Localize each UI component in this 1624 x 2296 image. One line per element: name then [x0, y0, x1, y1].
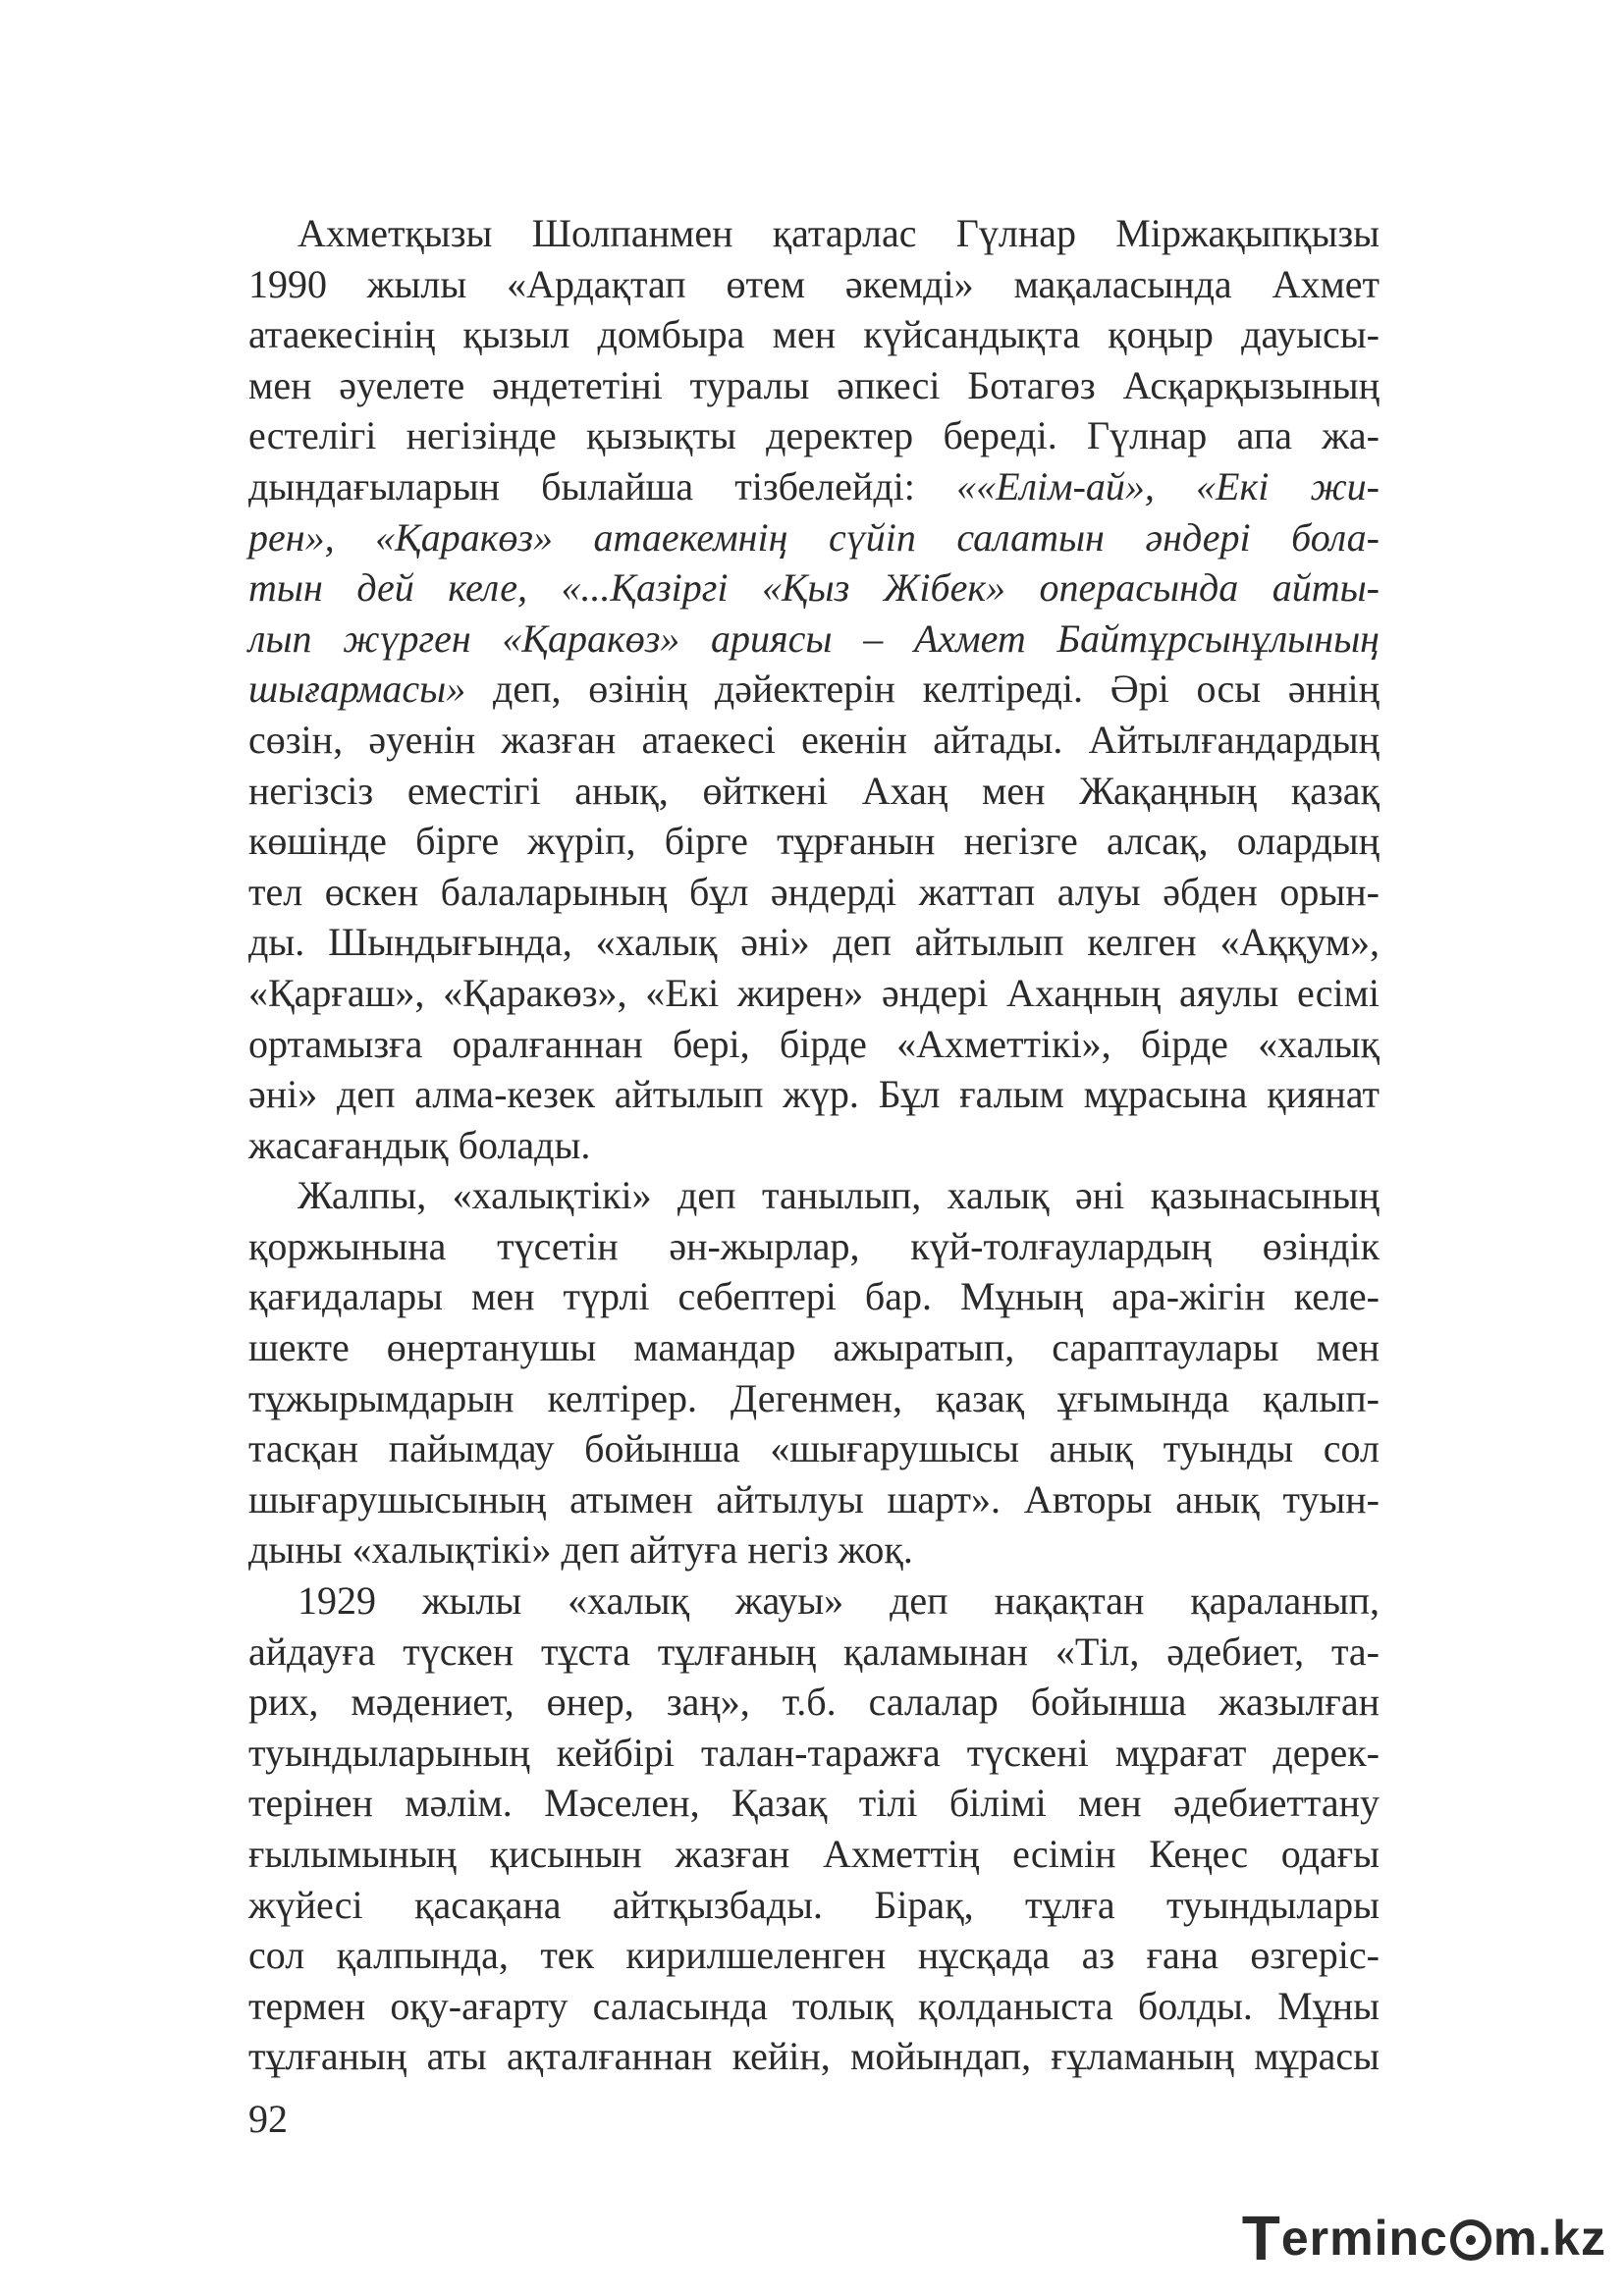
watermark-suffix: m.kz [1492, 2211, 1606, 2266]
italic-quote-text: тын дей келе, «...Қазіргі «Қыз Жібек» операсында айты- [248, 565, 1380, 611]
italic-quote-text: лып жүрген «Қаракөз» ариясы – Ахмет Байтұрсынұлының [248, 615, 1380, 661]
text-line [248, 1829, 1380, 1880]
text-run: 1990 жылы «Ардақтап өтем әкемді» мақаласында Ахмет [248, 261, 1380, 306]
text-run: шығарушысының атымен айтылуы шарт». Авторы анық туын- [248, 1476, 1380, 1522]
text-line [248, 614, 1380, 665]
text-line [248, 968, 1380, 1019]
text-run: 1929 жылы «халық жауы» деп нақақтан қараланып, [298, 1578, 1380, 1624]
text-line [248, 1575, 1380, 1627]
termincom-watermark-logo [1242, 2202, 1606, 2274]
text-line [248, 512, 1380, 563]
text-run: естелігі негізінде қызықты деректер береді. Гүлнар апа жа- [248, 413, 1380, 458]
text-run: деп, өзінің дәйектерін келтіреді. Әрі осы әннің [465, 667, 1380, 712]
text-line [248, 1474, 1380, 1525]
text-line [248, 1981, 1380, 2032]
text-run: әні» деп алма-кезек айтылып жүр. Бұл ғалым мұрасына қиянат [248, 1072, 1380, 1117]
text-line [248, 1069, 1380, 1120]
text-line [248, 410, 1380, 461]
text-run: Ахметқызы Шолпанмен қатарлас Гүлнар Міржақыпқызы [298, 211, 1380, 255]
text-line [248, 1524, 1380, 1575]
text-line [248, 309, 1380, 360]
text-line [248, 816, 1380, 867]
text-run: көшінде бірге жүріп, бірге тұрғанын негізге алсақ, олардың [248, 819, 1380, 864]
text-run: атаекесінің қызыл домбыра мен күйсандықта қоңыр дауысы- [248, 312, 1380, 357]
text-line [248, 1880, 1380, 1931]
text-run: қағидалары мен түрлі себептері бар. Мұның ара-жігін келе- [248, 1274, 1380, 1319]
text-run: ортамызға оралғаннан бері, бірде «Ахметтікі», бірде «халық [248, 1021, 1380, 1066]
text-line [248, 1778, 1380, 1829]
text-run: терінен мәлім. Мәселен, Қазақ тілі білімі мен әдебиеттану [248, 1781, 1380, 1826]
text-run: сол қалпында, тек кирилшеленген нұсқада аз ғана өзгеріс- [248, 1933, 1380, 1978]
text-run: ғылымының қисынын жазған Ахметтің есімін Кеңес одағы [248, 1832, 1380, 1876]
text-line [248, 2031, 1380, 2082]
text-run: термен оқу-ағарту саласында толық қолданыста болды. Мұны [248, 1983, 1380, 2028]
text-run: жасағандық болады. [248, 1122, 591, 1167]
text-run: рих, мәдениет, өнер, заң», т.б. салалар бойынша жазылған [248, 1680, 1380, 1725]
watermark-o-icon [1450, 2219, 1491, 2261]
text-run: Жалпы, «халықтікі» деп танылып, халық әні қазынасының [298, 1173, 1380, 1218]
text-run: негізсіз еместігі анық, өйткені Ахаң мен Жақаңның қазақ [248, 768, 1380, 813]
text-run: сөзін, әуенін жазған атаекесі екенін айтады. Айтылғандардың [248, 717, 1380, 762]
text-line [248, 1423, 1380, 1474]
text-line [248, 562, 1380, 614]
text-run: шекте өнертанушы мамандар ажыратып, сараптаулары мен [248, 1325, 1380, 1370]
text-line [248, 1170, 1380, 1221]
text-line [248, 208, 1380, 259]
text-run: қоржынына түсетін ән-жырлар, күй-толғаулардың өзіндік [248, 1223, 1380, 1268]
text-line [248, 1322, 1380, 1373]
text-line [248, 1677, 1380, 1728]
text-line [248, 360, 1380, 411]
text-line [248, 1728, 1380, 1779]
text-line [248, 1627, 1380, 1678]
text-line [248, 1019, 1380, 1070]
text-run: туындыларының кейбірі талан-таражға түскені мұрағат дерек- [248, 1730, 1380, 1775]
text-line [248, 867, 1380, 918]
watermark-middle: erminc [1280, 2211, 1448, 2266]
italic-quote-text: шығармасы» [248, 667, 466, 712]
text-run: «Қарғаш», «Қаракөз», «Екі жирен» әндері Ахаңның аяулы есімі [248, 970, 1380, 1015]
text-run: тұлғаның аты ақталғаннан кейін, мойындап, ғұламаның мұрасы [248, 2034, 1380, 2079]
text-line [248, 259, 1380, 310]
watermark-prefix: T [1241, 2203, 1281, 2273]
italic-quote-text: рен», «Қаракөз» атаекемнің сүйіп салатын әндері бола- [248, 514, 1380, 560]
text-run: айдауға түскен тұста тұлғаның қаламынан «Тіл, әдебиет, та- [248, 1629, 1380, 1674]
text-run: дыны «халықтікі» деп айтуға негіз жоқ. [248, 1527, 913, 1573]
text-line [248, 1120, 1380, 1171]
text-line [248, 1221, 1380, 1272]
text-line [248, 1271, 1380, 1322]
text-run: тасқан пайымдау бойынша «шығарушысы анық туынды сол [248, 1426, 1380, 1471]
text-run: ды. Шындығында, «халық әні» деп айтылып келген «Аққум», [248, 920, 1380, 965]
text-line [248, 1373, 1380, 1424]
page-number: 92 [248, 2097, 288, 2141]
text-run: тел өскен балаларының бұл әндерді жаттап алуы әбден орын- [248, 869, 1380, 914]
text-line [248, 715, 1380, 766]
text-line [248, 461, 1380, 512]
text-line [248, 1930, 1380, 1981]
italic-quote-text: ««Елім-ай», «Екі жи- [956, 463, 1380, 508]
text-run: жүйесі қасақана айтқызбады. Бірақ, тұлға туындылары [248, 1882, 1380, 1927]
body-text [248, 208, 1380, 2082]
text-line [248, 917, 1380, 968]
text-run: тұжырымдарын келтірер. Дегенмен, қазақ ұғымында қалып- [248, 1375, 1380, 1420]
text-line [248, 766, 1380, 817]
text-run: мен әуелете әндететіні туралы әпкесі Ботагөз Асқарқызының [248, 362, 1380, 407]
text-run: дындағыларын былайша тізбелейді: [248, 463, 957, 508]
text-line [248, 664, 1380, 715]
